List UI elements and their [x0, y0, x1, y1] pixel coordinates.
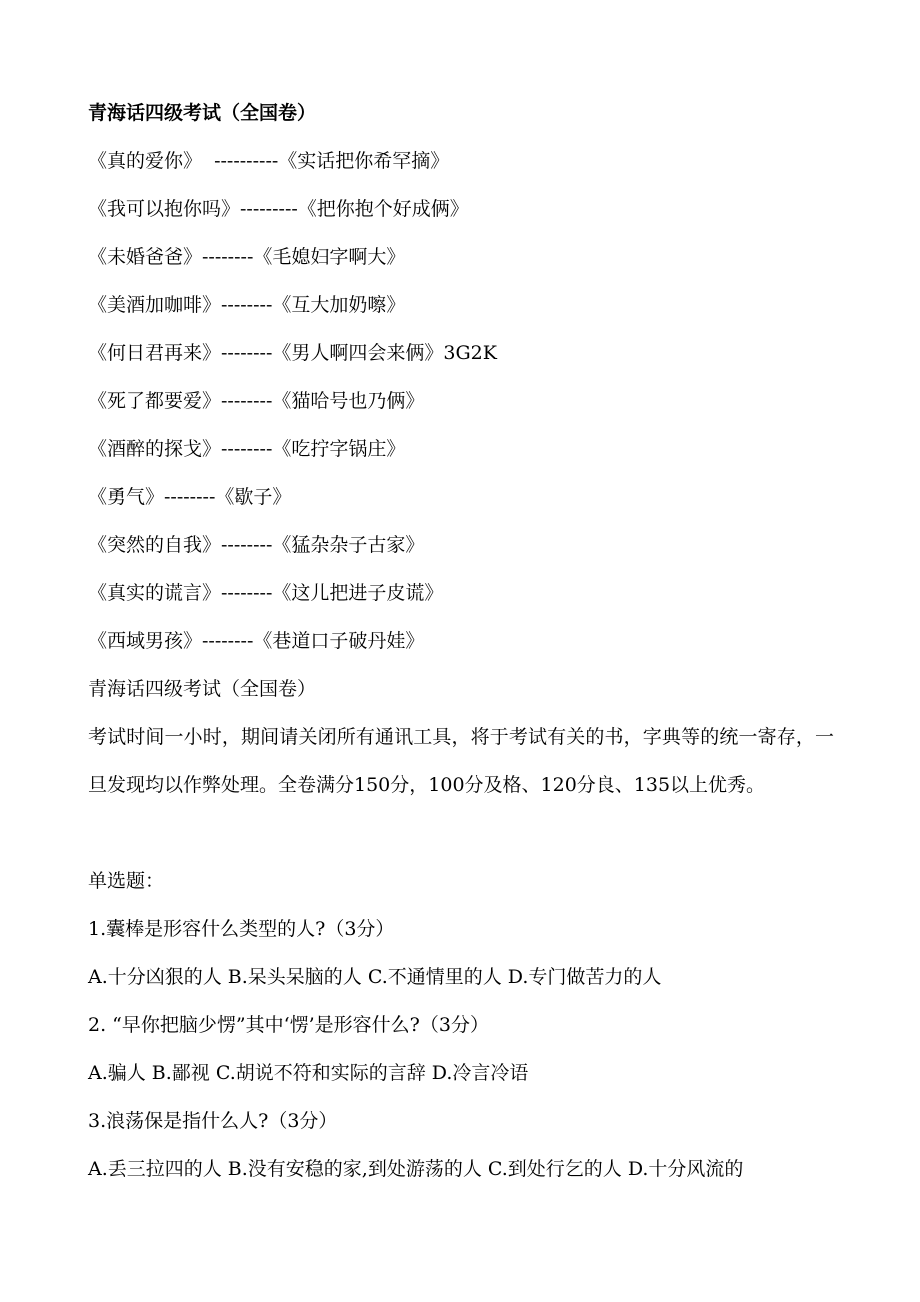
song-pair-7: 《酒醉的探戈》--------《吃拧字锅庄》 [88, 438, 406, 460]
exam-title: 青海话四级考试（全国卷） [88, 678, 317, 700]
song-pair-2: 《我可以抱你吗》---------《把你抱个好成俩》 [88, 198, 469, 220]
song-pair-10: 《真实的谎言》--------《这儿把进子皮谎》 [88, 582, 444, 604]
question-1: 1.囊棒是形容什么类型的人?（3分） [88, 918, 395, 940]
section-label: 单选题： [88, 870, 165, 892]
document-title: 青海话四级考试（全国卷） [88, 102, 317, 124]
song-pair-11: 《西域男孩》--------《巷道口子破丹娃》 [88, 630, 425, 652]
question-1-options: A.十分凶狠的人 B.呆头呆脑的人 C.不通情里的人 D.专门做苦力的人 [88, 966, 662, 988]
song-pair-8: 《勇气》--------《歇子》 [88, 486, 292, 508]
song-pair-3: 《未婚爸爸》--------《毛媳妇字啊大》 [88, 246, 406, 268]
question-3-options: A.丢三拉四的人 B.没有安稳的家,到处游荡的人 C.到处行乞的人 D.十分风流的 [88, 1158, 744, 1180]
question-2: 2. “早你把脑少愣”其中‘愣’是形容什么?（3分） [88, 1014, 489, 1036]
song-pair-5: 《何日君再来》--------《男人啊四会来俩》3G2K [88, 342, 497, 364]
song-pair-1: 《真的爱你》 ----------《实话把你希罕摘》 [88, 150, 450, 172]
question-2-options: A.骗人 B.鄙视 C.胡说不符和实际的言辞 D.冷言冷语 [88, 1062, 529, 1084]
song-pair-4: 《美酒加咖啡》--------《互大加奶嚓》 [88, 294, 406, 316]
question-3: 3.浪荡保是指什么人?（3分） [88, 1110, 338, 1132]
song-pair-9: 《突然的自我》--------《猛杂杂子古家》 [88, 534, 425, 556]
song-pair-6: 《死了都要爱》--------《猫哈号也乃俩》 [88, 390, 425, 412]
exam-instructions: 考试时间一小时，期间请关闭所有通讯工具，将于考试有关的书，字典等的统一寄存，一旦发现均以作弊处理。全卷满分150分，100分及格、120分良、135以上优秀。 [88, 726, 834, 796]
